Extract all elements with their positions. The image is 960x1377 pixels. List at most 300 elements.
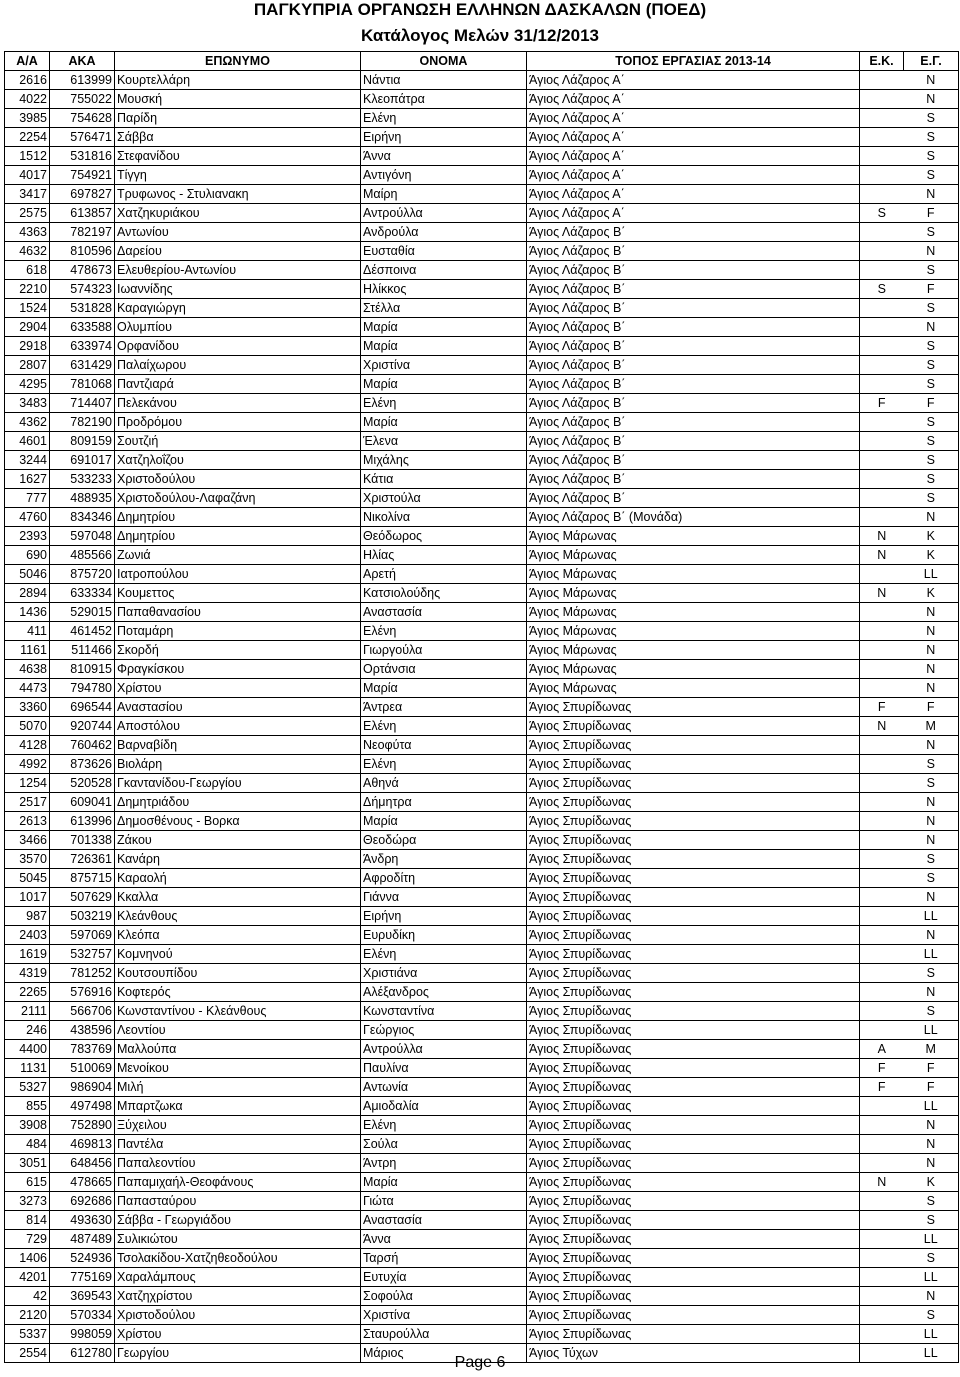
cell-surname: Καραολή: [115, 869, 361, 888]
cell-eg: K: [904, 584, 959, 603]
cell-eg: S: [904, 223, 959, 242]
cell-surname: Αναστασίου: [115, 698, 361, 717]
table-row: [5, 1002, 959, 1021]
cell-name: Γεώργιος: [361, 1021, 527, 1040]
cell-aa: 5337: [5, 1325, 50, 1344]
cell-surname: Παλαίχωρου: [115, 356, 361, 375]
cell-aa: 987: [5, 907, 50, 926]
cell-surname: Χατζηκυριάκου: [115, 204, 361, 223]
table-row: [5, 1173, 959, 1192]
cell-aa: 484: [5, 1135, 50, 1154]
cell-name: Έλενα: [361, 432, 527, 451]
cell-workplace: Άγιος Σπυρίδωνας: [527, 1040, 860, 1059]
cell-workplace: Άγιος Λάζαρος Α΄: [527, 71, 860, 90]
cell-ek: [860, 736, 904, 755]
cell-name: Χριστιάνα: [361, 964, 527, 983]
cell-eg: S: [904, 1249, 959, 1268]
table-row: [5, 128, 959, 147]
cell-surname: Σκορδή: [115, 641, 361, 660]
table-row: [5, 717, 959, 736]
cell-ek: N: [860, 546, 904, 565]
cell-aa: 5045: [5, 869, 50, 888]
cell-ek: [860, 774, 904, 793]
cell-workplace: Άγιος Σπυρίδωνας: [527, 850, 860, 869]
cell-name: Αντρούλλα: [361, 204, 527, 223]
table-row: [5, 1325, 959, 1344]
cell-eg: N: [904, 1116, 959, 1135]
cell-eg: N: [904, 242, 959, 261]
cell-surname: Δαρείου: [115, 242, 361, 261]
cell-workplace: Άγιος Λάζαρος Β΄: [527, 432, 860, 451]
cell-workplace: Άγιος Λάζαρος Α΄: [527, 204, 860, 223]
cell-name: Αρετή: [361, 565, 527, 584]
cell-surname: Παπαμιχαήλ-Θεοφάνους: [115, 1173, 361, 1192]
cell-aka: 461452: [50, 622, 115, 641]
cell-ek: [860, 679, 904, 698]
cell-workplace: Άγιος Σπυρίδωνας: [527, 1268, 860, 1287]
cell-aka: 612780: [50, 1344, 115, 1363]
cell-workplace: Άγιος Σπυρίδωνας: [527, 736, 860, 755]
table-row: [5, 907, 959, 926]
table-row: [5, 242, 959, 261]
cell-aa: 2111: [5, 1002, 50, 1021]
cell-ek: [860, 375, 904, 394]
cell-aka: 597069: [50, 926, 115, 945]
cell-workplace: Άγιος Μάρωνας: [527, 565, 860, 584]
cell-surname: Σουτζιή: [115, 432, 361, 451]
cell-aa: 1254: [5, 774, 50, 793]
cell-eg: F: [904, 280, 959, 299]
cell-workplace: Άγιος Λάζαρος Β΄: [527, 356, 860, 375]
cell-aa: 1627: [5, 470, 50, 489]
cell-ek: [860, 432, 904, 451]
cell-name: Άντρη: [361, 1154, 527, 1173]
cell-surname: Χριστοδούλου-Λαφαζάνη: [115, 489, 361, 508]
cell-aka: 613996: [50, 812, 115, 831]
cell-aa: 2918: [5, 337, 50, 356]
cell-aka: 488935: [50, 489, 115, 508]
cell-ek: [860, 356, 904, 375]
cell-eg: S: [904, 1192, 959, 1211]
cell-workplace: Άγιος Λάζαρος Β΄ (Μονάδα): [527, 508, 860, 527]
cell-ek: S: [860, 280, 904, 299]
table-row: [5, 451, 959, 470]
cell-eg: S: [904, 869, 959, 888]
cell-aa: 855: [5, 1097, 50, 1116]
cell-workplace: Άγιος Λάζαρος Α΄: [527, 90, 860, 109]
cell-surname: Παντζιαρά: [115, 375, 361, 394]
cell-ek: [860, 888, 904, 907]
cell-eg: N: [904, 603, 959, 622]
cell-aa: 3483: [5, 394, 50, 413]
cell-ek: N: [860, 527, 904, 546]
cell-name: Ελένη: [361, 755, 527, 774]
cell-aa: 2575: [5, 204, 50, 223]
cell-name: Χριστούλα: [361, 489, 527, 508]
cell-workplace: Άγιος Λάζαρος Β΄: [527, 261, 860, 280]
cell-ek: [860, 318, 904, 337]
cell-ek: [860, 1230, 904, 1249]
cell-workplace: Άγιος Λάζαρος Α΄: [527, 147, 860, 166]
cell-workplace: Άγιος Σπυρίδωνας: [527, 1078, 860, 1097]
cell-eg: F: [904, 1059, 959, 1078]
cell-eg: S: [904, 755, 959, 774]
cell-aka: 986904: [50, 1078, 115, 1097]
cell-surname: Χατζηχρίστου: [115, 1287, 361, 1306]
cell-aka: 633334: [50, 584, 115, 603]
cell-eg: F: [904, 204, 959, 223]
cell-aka: 613999: [50, 71, 115, 90]
cell-name: Άννα: [361, 147, 527, 166]
cell-workplace: Άγιος Σπυρίδωνας: [527, 717, 860, 736]
cell-eg: S: [904, 109, 959, 128]
cell-surname: Ελευθερίου-Αντωνίου: [115, 261, 361, 280]
cell-aka: 834346: [50, 508, 115, 527]
cell-ek: [860, 1021, 904, 1040]
cell-name: Γιώτα: [361, 1192, 527, 1211]
table-row: [5, 1135, 959, 1154]
cell-eg: N: [904, 1135, 959, 1154]
cell-eg: K: [904, 1173, 959, 1192]
cell-aka: 752890: [50, 1116, 115, 1135]
cell-name: Δέσποινα: [361, 261, 527, 280]
cell-workplace: Άγιος Λάζαρος Β΄: [527, 470, 860, 489]
cell-workplace: Άγιος Σπυρίδωνας: [527, 1211, 860, 1230]
cell-eg: N: [904, 1154, 959, 1173]
cell-surname: Ζάκου: [115, 831, 361, 850]
cell-aka: 810915: [50, 660, 115, 679]
cell-aka: 438596: [50, 1021, 115, 1040]
cell-name: Κλεοπάτρα: [361, 90, 527, 109]
cell-surname: Κουρτελλάρη: [115, 71, 361, 90]
cell-workplace: Άγιος Λάζαρος Α΄: [527, 128, 860, 147]
cell-aka: 754628: [50, 109, 115, 128]
cell-ek: [860, 964, 904, 983]
cell-surname: Χαραλάμπους: [115, 1268, 361, 1287]
cell-aa: 3908: [5, 1116, 50, 1135]
cell-workplace: Άγιος Τύχων: [527, 1344, 860, 1363]
cell-eg: K: [904, 527, 959, 546]
cell-name: Παυλίνα: [361, 1059, 527, 1078]
cell-workplace: Άγιος Μάρωνας: [527, 622, 860, 641]
cell-aka: 487489: [50, 1230, 115, 1249]
cell-eg: K: [904, 546, 959, 565]
cell-name: Ελένη: [361, 109, 527, 128]
cell-surname: Κουμεττος: [115, 584, 361, 603]
cell-workplace: Άγιος Λάζαρος Β΄: [527, 413, 860, 432]
cell-surname: Μιλή: [115, 1078, 361, 1097]
cell-workplace: Άγιος Σπυρίδωνας: [527, 1306, 860, 1325]
table-row: [5, 71, 959, 90]
cell-aa: 777: [5, 489, 50, 508]
cell-name: Ταρσή: [361, 1249, 527, 1268]
document-title: ΠΑΓΚΥΠΡΙΑ ΟΡΓΑΝΩΣΗ ΕΛΛΗΝΩΝ ΔΑΣΚΑΛΩΝ (ΠΟΕΔ): [253, 0, 707, 19]
cell-aa: 4295: [5, 375, 50, 394]
cell-surname: Παπασταύρου: [115, 1192, 361, 1211]
cell-aa: 3570: [5, 850, 50, 869]
cell-ek: F: [860, 1059, 904, 1078]
cell-aka: 531828: [50, 299, 115, 318]
cell-eg: LL: [904, 1344, 959, 1363]
cell-name: Ηλίας: [361, 546, 527, 565]
cell-workplace: Άγιος Σπυρίδωνας: [527, 888, 860, 907]
cell-ek: [860, 489, 904, 508]
cell-eg: F: [904, 1078, 959, 1097]
cell-aa: 1619: [5, 945, 50, 964]
cell-aka: 697827: [50, 185, 115, 204]
cell-aka: 794780: [50, 679, 115, 698]
cell-aka: 609041: [50, 793, 115, 812]
cell-name: Κάτια: [361, 470, 527, 489]
cell-ek: [860, 831, 904, 850]
cell-surname: Γκαντανίδου-Γεωργίου: [115, 774, 361, 793]
cell-workplace: Άγιος Σπυρίδωνας: [527, 1287, 860, 1306]
cell-name: Νεοφύτα: [361, 736, 527, 755]
cell-aka: 511466: [50, 641, 115, 660]
cell-surname: Συλικιώτου: [115, 1230, 361, 1249]
cell-ek: [860, 1097, 904, 1116]
cell-eg: N: [904, 888, 959, 907]
cell-surname: Κομνηνού: [115, 945, 361, 964]
cell-eg: F: [904, 698, 959, 717]
cell-workplace: Άγιος Σπυρίδωνας: [527, 831, 860, 850]
cell-eg: S: [904, 166, 959, 185]
table-row: [5, 204, 959, 223]
cell-aa: 1131: [5, 1059, 50, 1078]
cell-workplace: Άγιος Λάζαρος Β΄: [527, 280, 860, 299]
cell-aa: 5327: [5, 1078, 50, 1097]
table-row: [5, 755, 959, 774]
table-row: [5, 641, 959, 660]
cell-aa: 4473: [5, 679, 50, 698]
cell-name: Αλέξανδρος: [361, 983, 527, 1002]
cell-aka: 691017: [50, 451, 115, 470]
table-row: [5, 622, 959, 641]
cell-aa: 4128: [5, 736, 50, 755]
cell-workplace: Άγιος Σπυρίδωνας: [527, 964, 860, 983]
cell-workplace: Άγιος Λάζαρος Β΄: [527, 223, 860, 242]
cell-ek: S: [860, 204, 904, 223]
cell-ek: [860, 945, 904, 964]
cell-ek: [860, 1211, 904, 1230]
cell-name: Μάριος: [361, 1344, 527, 1363]
table-row: [5, 527, 959, 546]
cell-name: Γιάννα: [361, 888, 527, 907]
members-table: [4, 51, 959, 1363]
cell-name: Σούλα: [361, 1135, 527, 1154]
cell-aa: 1524: [5, 299, 50, 318]
cell-surname: Στεφανίδου: [115, 147, 361, 166]
cell-workplace: Άγιος Λάζαρος Α΄: [527, 166, 860, 185]
cell-surname: Δημοσθένους - Βορκα: [115, 812, 361, 831]
cell-aka: 566706: [50, 1002, 115, 1021]
cell-eg: N: [904, 793, 959, 812]
cell-name: Ειρήνη: [361, 128, 527, 147]
cell-aka: 755022: [50, 90, 115, 109]
cell-workplace: Άγιος Σπυρίδωνας: [527, 755, 860, 774]
cell-aa: 2554: [5, 1344, 50, 1363]
cell-ek: [860, 1287, 904, 1306]
cell-surname: Δημητρίου: [115, 508, 361, 527]
cell-aka: 782190: [50, 413, 115, 432]
cell-ek: [860, 337, 904, 356]
cell-aa: 3273: [5, 1192, 50, 1211]
cell-workplace: Άγιος Λάζαρος Β΄: [527, 242, 860, 261]
cell-surname: Σάββα - Γεωργιάδου: [115, 1211, 361, 1230]
table-row: [5, 546, 959, 565]
table-row: [5, 147, 959, 166]
table-row: [5, 1154, 959, 1173]
cell-eg: S: [904, 147, 959, 166]
cell-name: Ελένη: [361, 622, 527, 641]
cell-name: Ελένη: [361, 717, 527, 736]
cell-aa: 2393: [5, 527, 50, 546]
table-row: [5, 413, 959, 432]
cell-eg: F: [904, 394, 959, 413]
cell-name: Γιωργούλα: [361, 641, 527, 660]
cell-surname: Κλεόπα: [115, 926, 361, 945]
cell-name: Νάντια: [361, 71, 527, 90]
cell-workplace: Άγιος Σπυρίδωνας: [527, 698, 860, 717]
cell-aa: 2265: [5, 983, 50, 1002]
cell-ek: [860, 850, 904, 869]
cell-eg: S: [904, 432, 959, 451]
cell-surname: Χρίστου: [115, 679, 361, 698]
cell-aa: 3985: [5, 109, 50, 128]
cell-eg: S: [904, 1002, 959, 1021]
cell-workplace: Άγιος Μάρωνας: [527, 660, 860, 679]
cell-surname: Ποταμάρη: [115, 622, 361, 641]
cell-aka: 497498: [50, 1097, 115, 1116]
table-row: [5, 470, 959, 489]
cell-aa: 4632: [5, 242, 50, 261]
cell-aa: 2517: [5, 793, 50, 812]
table-row: [5, 831, 959, 850]
table-row: [5, 1097, 959, 1116]
cell-name: Ανδρούλα: [361, 223, 527, 242]
cell-surname: Παπαθανασίου: [115, 603, 361, 622]
cell-ek: [860, 71, 904, 90]
table-row: [5, 983, 959, 1002]
table-row: [5, 356, 959, 375]
cell-eg: LL: [904, 1021, 959, 1040]
cell-eg: N: [904, 508, 959, 527]
cell-surname: Μαλλούπα: [115, 1040, 361, 1059]
cell-eg: S: [904, 964, 959, 983]
cell-ek: [860, 451, 904, 470]
cell-surname: Παπαλεοντίου: [115, 1154, 361, 1173]
cell-surname: Πελεκάνου: [115, 394, 361, 413]
cell-ek: [860, 1192, 904, 1211]
cell-name: Άννα: [361, 1230, 527, 1249]
cell-name: Ελένη: [361, 394, 527, 413]
cell-workplace: Άγιος Λάζαρος Β΄: [527, 451, 860, 470]
cell-ek: [860, 812, 904, 831]
cell-aka: 503219: [50, 907, 115, 926]
cell-aka: 781068: [50, 375, 115, 394]
cell-eg: S: [904, 850, 959, 869]
cell-name: Χριστίνα: [361, 356, 527, 375]
cell-aa: 4319: [5, 964, 50, 983]
cell-surname: Κανάρη: [115, 850, 361, 869]
cell-aa: 1161: [5, 641, 50, 660]
cell-workplace: Άγιος Σπυρίδωνας: [527, 774, 860, 793]
cell-ek: [860, 603, 904, 622]
cell-ek: [860, 128, 904, 147]
cell-workplace: Άγιος Σπυρίδωνας: [527, 926, 860, 945]
cell-aa: 4363: [5, 223, 50, 242]
table-body: [5, 71, 959, 1363]
col-header-aa: Α/Α: [5, 52, 50, 71]
cell-eg: LL: [904, 1230, 959, 1249]
cell-aka: 809159: [50, 432, 115, 451]
cell-ek: [860, 1116, 904, 1135]
cell-workplace: Άγιος Μάρωνας: [527, 527, 860, 546]
table-row: [5, 888, 959, 907]
cell-aka: 714407: [50, 394, 115, 413]
cell-surname: Χριστοδούλου: [115, 470, 361, 489]
cell-aka: 613857: [50, 204, 115, 223]
cell-ek: [860, 869, 904, 888]
cell-aka: 507629: [50, 888, 115, 907]
cell-eg: LL: [904, 1268, 959, 1287]
cell-aka: 875720: [50, 565, 115, 584]
cell-eg: LL: [904, 945, 959, 964]
cell-name: Ελένη: [361, 1116, 527, 1135]
cell-eg: S: [904, 774, 959, 793]
cell-eg: N: [904, 185, 959, 204]
cell-aka: 478665: [50, 1173, 115, 1192]
cell-name: Θεόδωρος: [361, 527, 527, 546]
cell-name: Δήμητρα: [361, 793, 527, 812]
table-row: [5, 1268, 959, 1287]
cell-ek: [860, 109, 904, 128]
cell-ek: [860, 622, 904, 641]
cell-name: Αντωνία: [361, 1078, 527, 1097]
cell-surname: Ζωνιά: [115, 546, 361, 565]
cell-name: Θεοδώρα: [361, 831, 527, 850]
cell-surname: Τρυφωνος - Στυλιανακη: [115, 185, 361, 204]
col-header-ek: Ε.Κ.: [860, 52, 904, 71]
cell-surname: Κουτσουπίδου: [115, 964, 361, 983]
cell-eg: S: [904, 261, 959, 280]
cell-eg: N: [904, 71, 959, 90]
table-row: [5, 565, 959, 584]
cell-ek: [860, 299, 904, 318]
cell-workplace: Άγιος Λάζαρος Β΄: [527, 394, 860, 413]
cell-eg: N: [904, 318, 959, 337]
cell-aa: 1406: [5, 1249, 50, 1268]
cell-aa: 4017: [5, 166, 50, 185]
cell-aa: 618: [5, 261, 50, 280]
cell-eg: N: [904, 679, 959, 698]
table-row: [5, 185, 959, 204]
cell-name: Μαίρη: [361, 185, 527, 204]
cell-aa: 4638: [5, 660, 50, 679]
cell-eg: LL: [904, 907, 959, 926]
cell-workplace: Άγιος Λάζαρος Α΄: [527, 185, 860, 204]
cell-workplace: Άγιος Λάζαρος Β΄: [527, 489, 860, 508]
cell-aa: 1436: [5, 603, 50, 622]
cell-name: Αντιγόνη: [361, 166, 527, 185]
cell-ek: [860, 470, 904, 489]
cell-aka: 532757: [50, 945, 115, 964]
cell-eg: S: [904, 337, 959, 356]
cell-ek: N: [860, 584, 904, 603]
cell-aka: 633974: [50, 337, 115, 356]
cell-name: Αντρούλλα: [361, 1040, 527, 1059]
cell-aa: 4201: [5, 1268, 50, 1287]
